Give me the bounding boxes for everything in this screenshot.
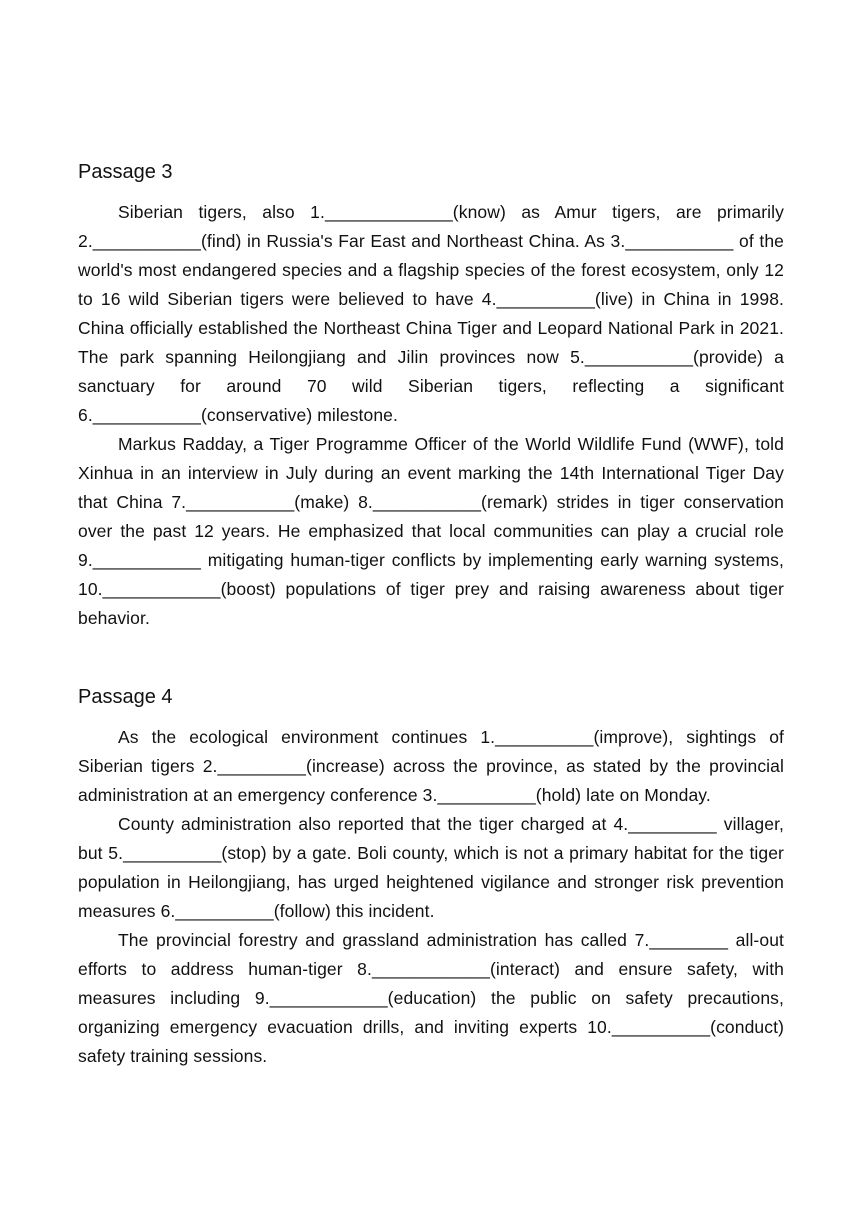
passage-3-title: Passage 3 (78, 161, 173, 183)
passage-3-paragraph-2: Markus Radday, a Tiger Programme Officer of the World Wildlife Fund (WWF), told Xinhua in an interview in July during an event marking the 14th International Tiger Day that China 7.___________(make) 8.___________(remark) strides in tiger conservation over the past 12 years. He emphasized that local communities can play a crucial role 9.___________ mitigating human-tiger conflicts by implementing early warning systems, 10.____________(boost) populations of tiger prey and raising awareness about tiger behavior. (78, 434, 784, 628)
passage-3 (78, 158, 784, 633)
passage-4 (78, 683, 784, 1071)
passage-4-title: Passage 4 (78, 686, 173, 708)
passage-3-paragraph-1: Siberian tigers, also 1._____________(know) as Amur tigers, are primarily 2.___________(find) in Russia's Far East and Northeast China. As 3.___________ of the world's most endangered species and a flagship species of the forest ecosystem, only 12 to 16 wild Siberian tigers were believed to have 4.__________(live) in China in 1998. China officially established the Northeast China Tiger and Leopard National Park in 2021. The park spanning Heilongjiang and Jilin provinces now 5.___________(provide) a sanctuary for around 70 wild Siberian tigers, reflecting a significant 6.___________(conservative) milestone. (78, 202, 784, 425)
passage-4-paragraph-1: As the ecological environment continues 1.__________(improve), sightings of Siberian tigers 2._________(increase) across the province, as stated by the provincial administration at an emergency conference 3.__________(hold) late on Monday. (78, 727, 784, 805)
passage-4-paragraph-3: The provincial forestry and grassland administration has called 7.________ all-out efforts to address human-tiger 8.____________(interact) and ensure safety, with measures including 9.____________(education) the public on safety precautions, organizing emergency evacuation drills, and inviting experts 10.__________(conduct) safety training sessions. (78, 930, 784, 1066)
passage-4-paragraph-2: County administration also reported that the tiger charged at 4._________ villager, but 5.__________(stop) by a gate. Boli county, which is not a primary habitat for the tiger population in Heilongjiang, has urged heightened vigilance and stronger risk prevention measures 6.__________(follow) this incident. (78, 814, 784, 921)
